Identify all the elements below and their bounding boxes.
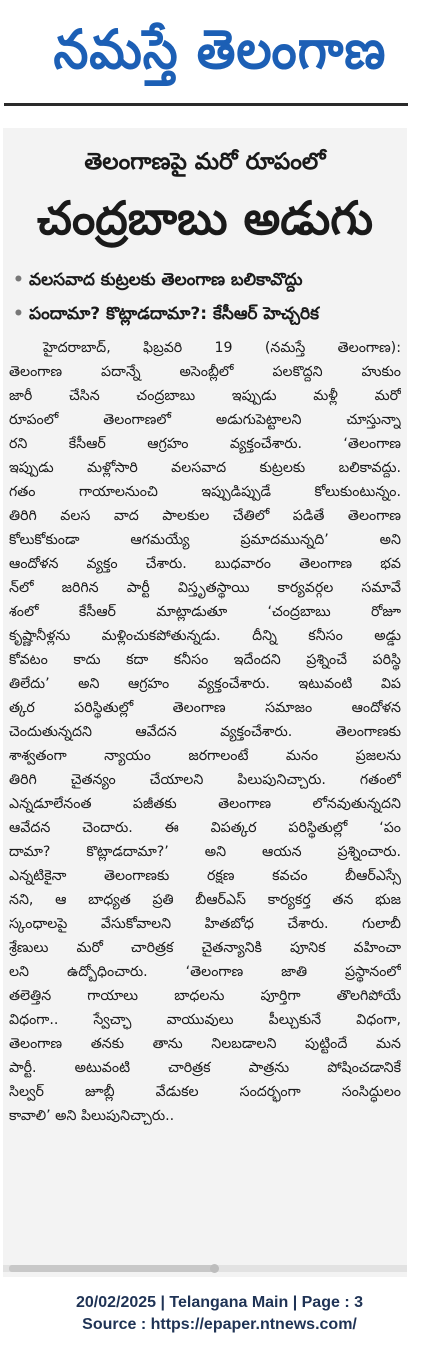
- body-line: లని ఉద్బోధించారు. ‘తెలంగాణ జాతి ప్రస్థానంలో: [9, 964, 401, 980]
- body-line: ఆవేదన చెందారు. ఈ విపత్కర పరిస్థితుల్లో ‘పం: [9, 820, 401, 836]
- body-line: కావాలి’ అని పిలుపునిచ్చారు..: [9, 1108, 175, 1124]
- subheading-text: వలసవాద కుట్రలకు తెలంగాణ బలికావొద్దు: [29, 270, 303, 290]
- source-link[interactable]: Source : https://epaper.ntnews.com/: [82, 1316, 357, 1333]
- article-clipping: [3, 128, 407, 1277]
- body-line: కోలుకోకుండా ఆగమయ్యే ప్రమాదమున్నది’ అని: [9, 532, 401, 548]
- body-line: తలెత్తిన గాయాలు బాధలను పూర్తిగా తొలగిపోయే: [9, 988, 401, 1004]
- body-line: ఎన్నడూలేనంత పజీతకు తెలంగాణ లోనవుతున్నదని: [9, 796, 401, 812]
- bullet-dot-icon: •: [13, 304, 24, 324]
- body-line: కృష్ణానీళ్లను మళ్లించుకపోతున్నడు. దీన్ని కనీసం అడ్డు: [9, 628, 401, 644]
- article-headline: చంద్రబాబు అడుగు: [37, 191, 373, 245]
- body-line: తెలంగాణ పదాన్నే అసెంబ్లీలో పలకొద్దని హుకుం: [9, 364, 401, 380]
- article-kicker: తెలంగాణపై మరో రూపంలో: [84, 149, 326, 175]
- edition-info: 20/02/2025 | Telangana Main | Page : 3: [75, 1294, 363, 1311]
- scrollbar-handle-icon[interactable]: [210, 1264, 219, 1273]
- masthead-divider: [4, 103, 408, 106]
- masthead: [0, 0, 439, 92]
- body-line: కోవటం కాదు కదా కనీసం ఇదేందని ప్రశ్నించే పరిస్థి: [9, 652, 401, 668]
- body-line: తెలంగాణ తనకు తాను నిలబడాలని పుట్టిందే మన: [9, 1036, 401, 1052]
- body-line: హైదరాబాద్, ఫిబ్రవరి 19 (నమస్తే తెలంగాణ):: [43, 340, 401, 356]
- newspaper-logo: నమస్తే తెలంగాణ: [53, 18, 386, 81]
- body-line: ఆందోళన వ్యక్తం చేశారు. బుధవారం తెలంగాణ భవ: [9, 556, 401, 572]
- bullet-dot-icon: •: [13, 270, 24, 290]
- body-line: ఎన్నటికైనా తెలంగాణకు రక్షణ కవచం బీఆర్‌ఎస్సే: [9, 868, 401, 884]
- subheading-bullet: [13, 268, 407, 292]
- scrollbar-thumb[interactable]: [9, 1265, 215, 1272]
- body-line: త్కర పరిస్థితుల్లో తెలంగాణ సమాజం ఆందోళన: [9, 700, 401, 716]
- body-line: శాశ్వతంగా న్యాయం జరగాలంటే మనం ప్రజలను: [9, 748, 401, 764]
- article-body: [9, 336, 401, 1128]
- body-line: జారీ చేసిన చంద్రబాబు ఇప్పుడు మళ్లీ మరో: [9, 388, 401, 404]
- body-line: సిల్వర్ జూబ్లీ వేడుకల సందర్భంగా సంసిద్ధులం: [9, 1084, 401, 1100]
- body-line: తిరిగి చైతన్యం చేయాలని పిలుపునిచ్చారు. గతంలో: [9, 772, 401, 788]
- body-line: ఇప్పుడు మళ్లోసారి వలసవాద కుట్రలకు బలికావద్దు.: [9, 460, 401, 476]
- body-line: రని కేసీఆర్ ఆగ్రహం వ్యక్తంచేశారు. ‘తెలంగాణ: [9, 436, 401, 452]
- body-line: పార్టీ. అటువంటి చారిత్రక పాత్రను పోషించడానికే: [9, 1060, 401, 1076]
- body-line: విధంగా.. స్వేచ్ఛా వాయువులు పీల్చుకునే విధంగా,: [9, 1012, 401, 1028]
- horizontal-scrollbar[interactable]: [3, 1262, 407, 1274]
- body-line: రూపంలో తెలంగాణలో అడుగుపెట్టాలని చూస్తున్నా: [9, 412, 401, 428]
- subheading-text: పందామా? కొట్లాడదామా?: కేసీఆర్ హెచ్చరిక: [29, 304, 319, 324]
- body-line: చెందుతున్నదని ఆవేదన వ్యక్తంచేశారు. తెలంగాణకు: [9, 724, 401, 740]
- body-line: గతం గాయాలనుంచి ఇప్పుడిప్పుడే కోలుకుంటున్నం.: [9, 484, 401, 500]
- subheading-bullet: [13, 302, 407, 326]
- body-line: శ్రేణులు మరో చారిత్రక చైతన్యానికి పూనిక వహించా: [9, 940, 401, 956]
- body-line: న్‌లో జరిగిన పార్టీ విస్తృతస్థాయి కార్యవర్గల సమావే: [9, 580, 401, 596]
- body-line: స్కంధాలపై వేసుకోవాలని హితబోధ చేశారు. గులాబీ: [9, 916, 401, 932]
- body-line: నని, ఆ బాధ్యత ప్రతి బీఆర్‌ఎస్ కార్యకర్త తన భుజ: [9, 892, 401, 908]
- page-footer: [0, 1292, 439, 1336]
- body-line: శంలో కేసీఆర్ మాట్లాడుతూ ‘చంద్రబాబు రోజూ: [9, 604, 401, 620]
- body-line: దామా? కొట్లాడదామా?’ అని ఆయన ప్రశ్నించారు.: [9, 844, 401, 860]
- body-line: తిలేదు’ అని ఆగ్రహం వ్యక్తంచేశారు. ఇటువంటి విప: [9, 676, 401, 692]
- body-line: తిరిగి వలస వాద పాలకుల చేతిలో పడితే తెలంగాణ: [9, 508, 401, 524]
